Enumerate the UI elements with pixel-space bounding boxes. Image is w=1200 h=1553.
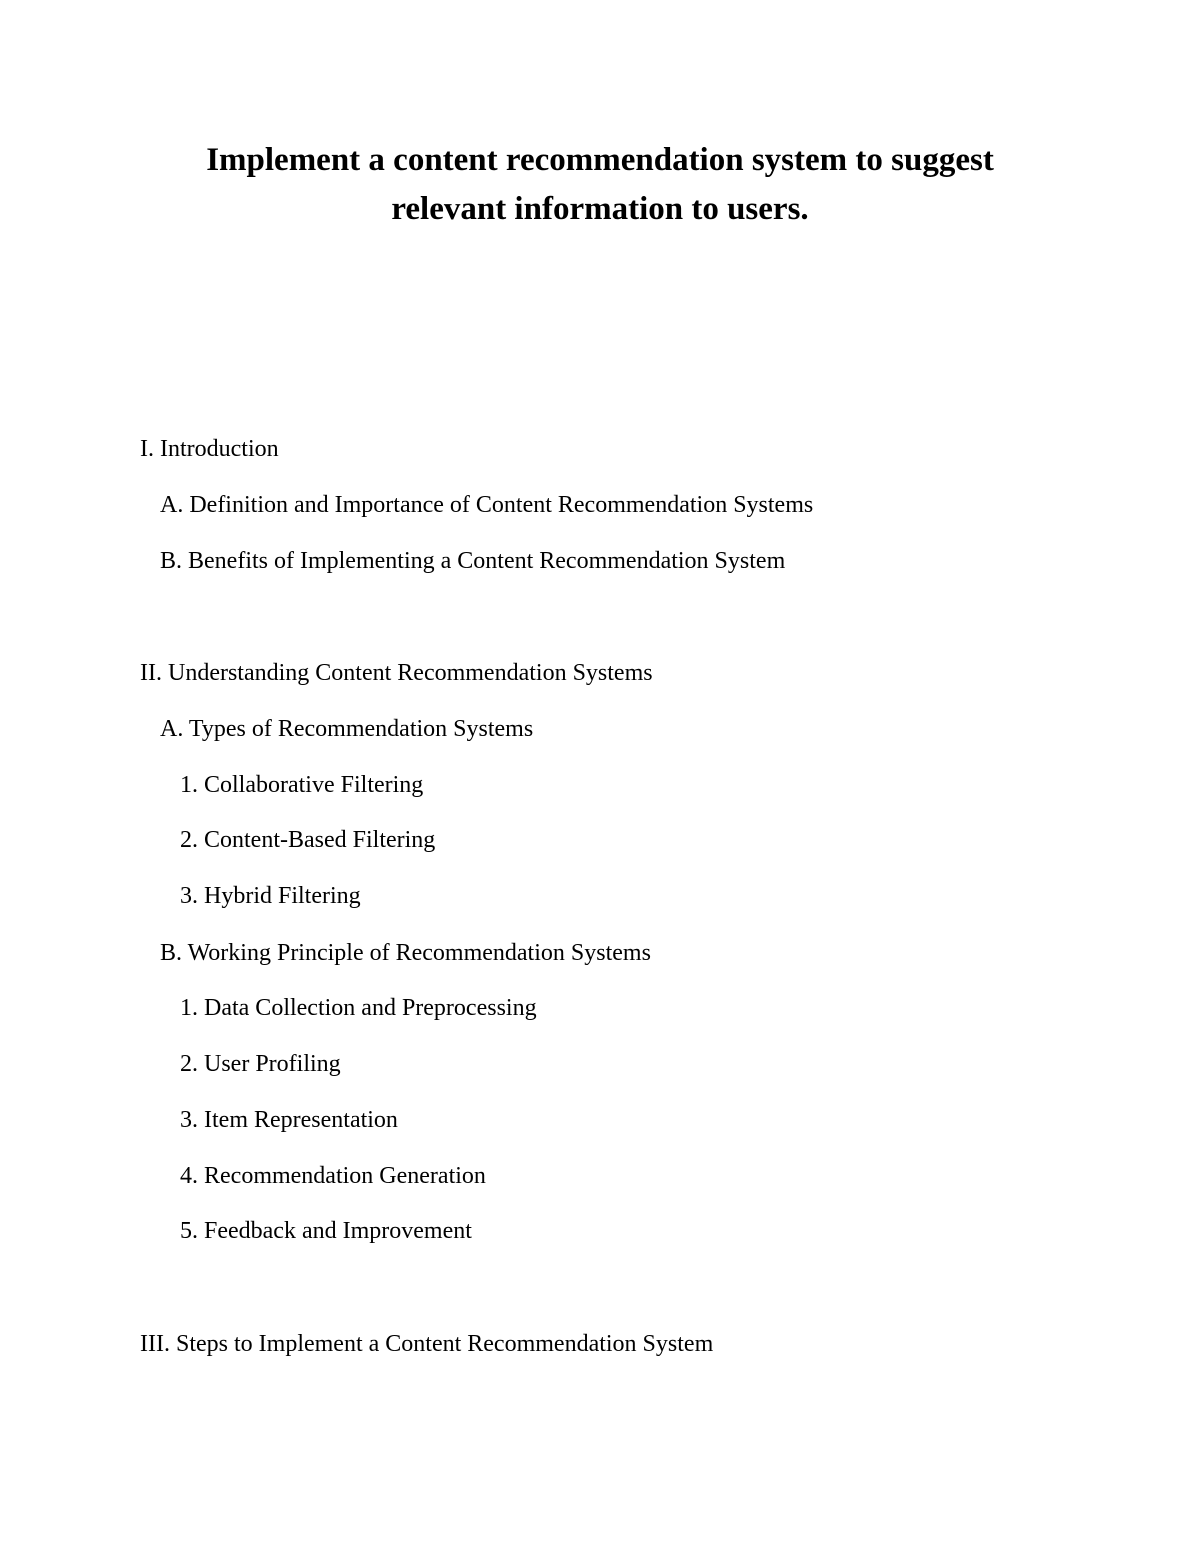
outline-section-understanding: II. Understanding Content Recommendation Systems: [140, 660, 653, 686]
outline-subitem-hybrid: 3. Hybrid Filtering: [180, 883, 361, 909]
outline-section-steps: III. Steps to Implement a Content Recommendation System: [140, 1331, 714, 1357]
document-title-line-2: relevant information to users.: [391, 191, 809, 227]
outline-subitem-content-based: 2. Content-Based Filtering: [180, 827, 436, 853]
outline-subitem-recommendation-generation: 4. Recommendation Generation: [180, 1163, 486, 1189]
outline-item-types: A. Types of Recommendation Systems: [160, 716, 534, 742]
outline-item-benefits: B. Benefits of Implementing a Content Recommendation System: [160, 548, 786, 574]
outline-subitem-feedback: 5. Feedback and Improvement: [180, 1218, 472, 1244]
outline-subitem-data-collection: 1. Data Collection and Preprocessing: [180, 995, 537, 1021]
outline-item-definition: A. Definition and Importance of Content Recommendation Systems: [160, 492, 814, 518]
document-title-line-1: Implement a content recommendation system to suggest: [206, 142, 994, 178]
outline-subitem-user-profiling: 2. User Profiling: [180, 1051, 341, 1077]
outline-subitem-collaborative: 1. Collaborative Filtering: [180, 772, 424, 798]
outline-subitem-item-representation: 3. Item Representation: [180, 1107, 398, 1133]
outline-item-working-principle: B. Working Principle of Recommendation Systems: [160, 940, 651, 966]
outline-section-introduction: I. Introduction: [140, 436, 279, 462]
